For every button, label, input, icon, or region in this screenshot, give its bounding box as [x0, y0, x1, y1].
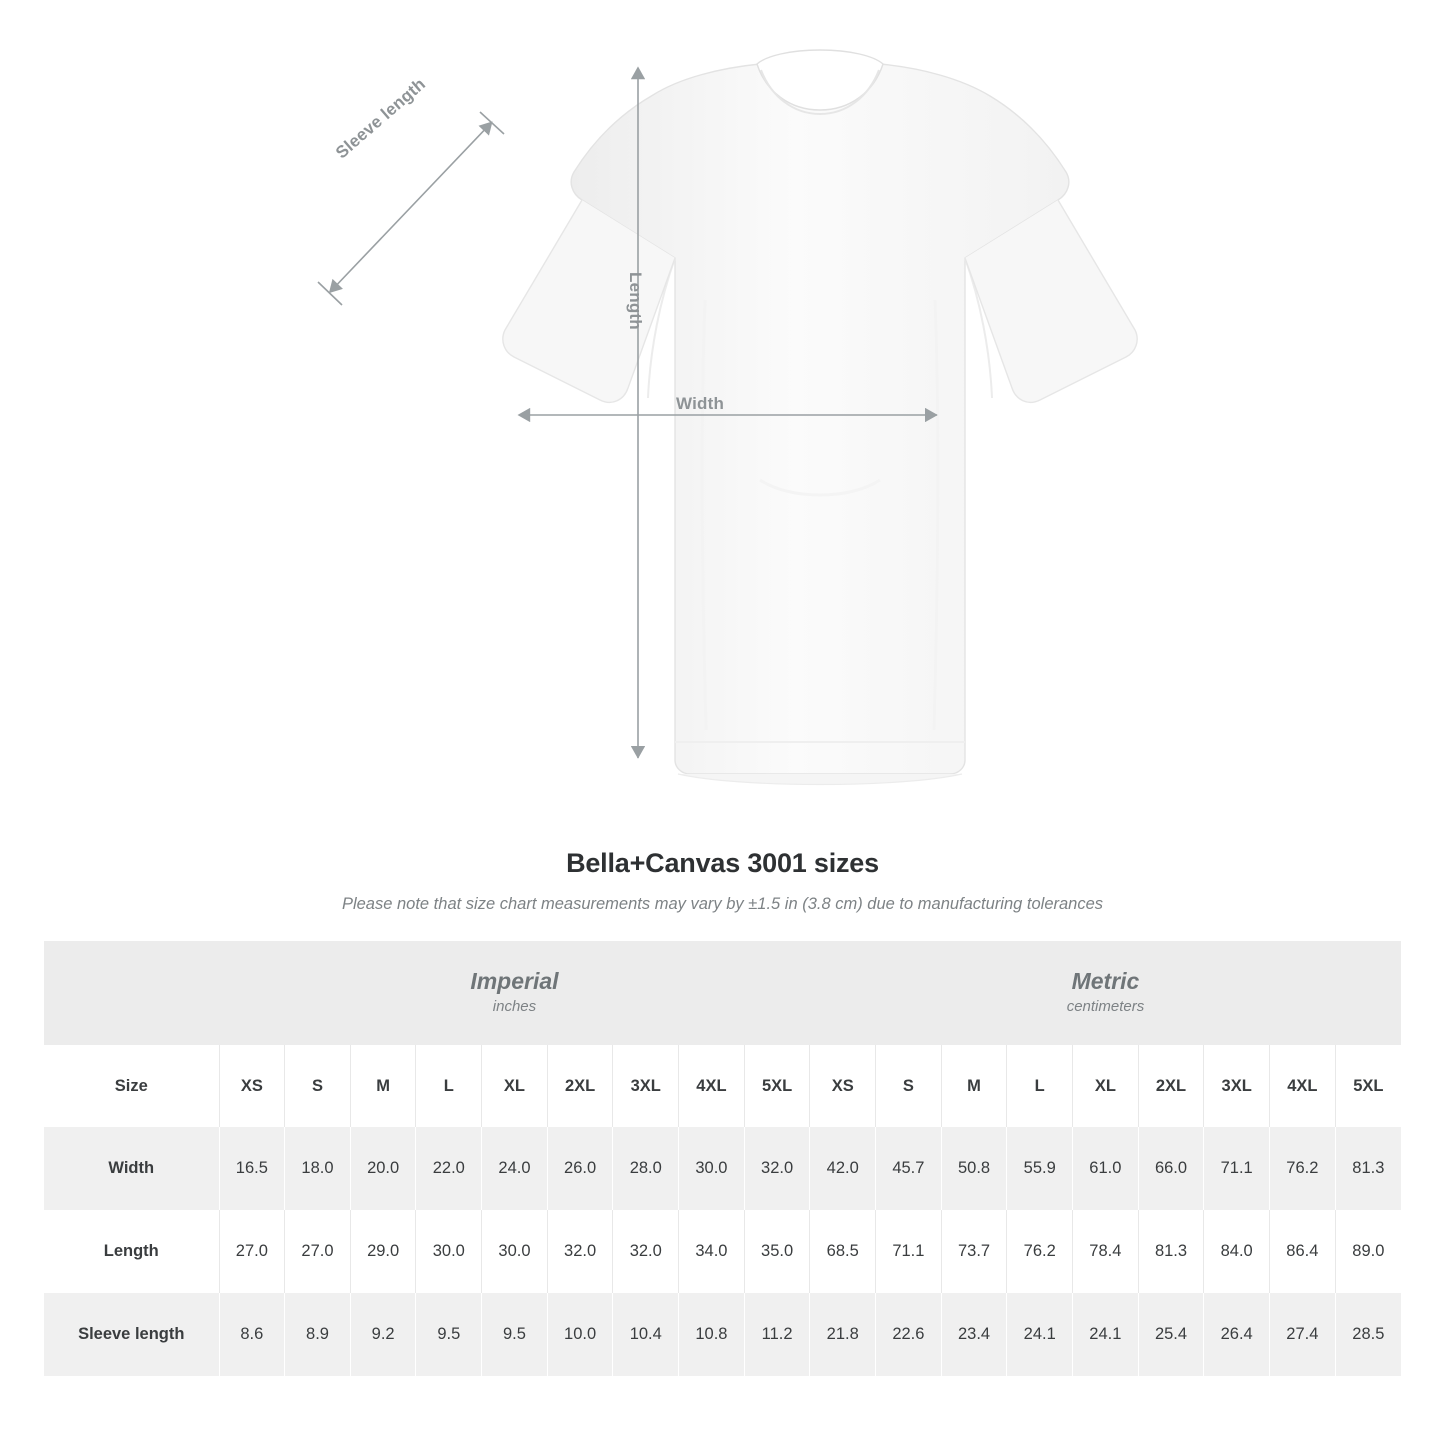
length-label: Length	[626, 272, 645, 330]
size-chart-heading	[0, 848, 1445, 914]
measurement-cell: 61.0	[1073, 1127, 1139, 1210]
tolerance-note: Please note that size chart measurements may vary by ±1.5 in (3.8 cm) due to manufacturing tolerances	[341, 895, 1104, 913]
size-header-cell: 4XL	[1270, 1045, 1336, 1127]
measurement-cell: 18.0	[285, 1127, 351, 1210]
size-header-cell: S	[285, 1045, 351, 1127]
unit-group-name: Metric	[1071, 967, 1140, 994]
measurement-cell: 28.0	[613, 1127, 679, 1210]
measurement-cell: 66.0	[1138, 1127, 1204, 1210]
measurement-cell: 32.0	[744, 1127, 810, 1210]
measurement-cell: 42.0	[810, 1127, 876, 1210]
row-header-size: Size	[44, 1045, 219, 1127]
table-row	[44, 1127, 1401, 1210]
measurement-cell: 8.9	[285, 1293, 351, 1376]
measurement-cell: 27.0	[285, 1210, 351, 1293]
measurement-cell: 71.1	[876, 1210, 942, 1293]
measurement-cell: 27.4	[1270, 1293, 1336, 1376]
measurement-cell: 32.0	[547, 1210, 613, 1293]
size-header-cell: L	[416, 1045, 482, 1127]
measurement-cell: 26.0	[547, 1127, 613, 1210]
measurement-cell: 9.2	[350, 1293, 416, 1376]
table-row	[44, 1210, 1401, 1293]
measurement-cell: 30.0	[679, 1127, 745, 1210]
size-header-cell: M	[941, 1045, 1007, 1127]
size-table	[44, 941, 1401, 1376]
size-header-cell: L	[1007, 1045, 1073, 1127]
row-header-length: Length	[44, 1210, 219, 1293]
measurement-cell: 23.4	[941, 1293, 1007, 1376]
size-header-cell: 5XL	[1335, 1045, 1401, 1127]
size-header-cell: XS	[219, 1045, 285, 1127]
measurement-cell: 68.5	[810, 1210, 876, 1293]
size-header-cell: S	[876, 1045, 942, 1127]
measurement-cell: 9.5	[482, 1293, 548, 1376]
size-header-cell: 4XL	[679, 1045, 745, 1127]
measurement-cell: 22.0	[416, 1127, 482, 1210]
unit-group-sub: centimeters	[1066, 998, 1145, 1016]
measurement-cell: 27.0	[219, 1210, 285, 1293]
measurement-cell: 34.0	[679, 1210, 745, 1293]
measurement-cell: 9.5	[416, 1293, 482, 1376]
measurement-cell: 32.0	[613, 1210, 679, 1293]
measurement-cell: 24.1	[1007, 1293, 1073, 1376]
measurement-cell: 73.7	[941, 1210, 1007, 1293]
measurement-cell: 25.4	[1138, 1293, 1204, 1376]
measurement-cell: 35.0	[744, 1210, 810, 1293]
measurement-cell: 16.5	[219, 1127, 285, 1210]
measurement-cell: 24.0	[482, 1127, 548, 1210]
measurement-cell: 28.5	[1335, 1293, 1401, 1376]
size-header-cell: M	[350, 1045, 416, 1127]
row-header-width: Width	[44, 1127, 219, 1210]
unit-group-metric	[810, 941, 1401, 1045]
measurement-cell: 10.8	[679, 1293, 745, 1376]
size-header-cell: 3XL	[613, 1045, 679, 1127]
measurement-cell: 76.2	[1270, 1127, 1336, 1210]
measurement-cell: 89.0	[1335, 1210, 1401, 1293]
measurement-cell: 71.1	[1204, 1127, 1270, 1210]
measurement-cell: 81.3	[1335, 1127, 1401, 1210]
measurement-cell: 10.4	[613, 1293, 679, 1376]
measurement-cell: 78.4	[1073, 1210, 1139, 1293]
measurement-cell: 30.0	[416, 1210, 482, 1293]
measurement-cell: 22.6	[876, 1293, 942, 1376]
page-title: Bella+Canvas 3001 sizes	[566, 848, 879, 878]
measurement-cell: 81.3	[1138, 1210, 1204, 1293]
unit-group-imperial	[219, 941, 810, 1045]
measurement-cell: 26.4	[1204, 1293, 1270, 1376]
measurement-cell: 55.9	[1007, 1127, 1073, 1210]
size-header-cell: XL	[1073, 1045, 1139, 1127]
measurement-cell: 10.0	[547, 1293, 613, 1376]
size-header-cell: 2XL	[547, 1045, 613, 1127]
measurement-cell: 76.2	[1007, 1210, 1073, 1293]
size-header-cell: 3XL	[1204, 1045, 1270, 1127]
size-header-cell: 5XL	[744, 1045, 810, 1127]
measurement-cell: 50.8	[941, 1127, 1007, 1210]
size-header-cell: 2XL	[1138, 1045, 1204, 1127]
sleeve-length-label: Sleeve length	[332, 74, 430, 163]
unit-group-sub: inches	[492, 998, 537, 1016]
measurement-cell: 86.4	[1270, 1210, 1336, 1293]
measurement-cell: 45.7	[876, 1127, 942, 1210]
measurement-cell: 84.0	[1204, 1210, 1270, 1293]
measurement-cell: 30.0	[482, 1210, 548, 1293]
table-row	[44, 1293, 1401, 1376]
measurement-cell: 20.0	[350, 1127, 416, 1210]
width-label: Width	[676, 394, 725, 413]
unit-group-name: Imperial	[470, 967, 559, 994]
measurement-cell: 8.6	[219, 1293, 285, 1376]
measurement-cell: 29.0	[350, 1210, 416, 1293]
measurement-cell: 24.1	[1073, 1293, 1139, 1376]
size-table-wrapper	[44, 941, 1401, 1376]
measurement-cell: 21.8	[810, 1293, 876, 1376]
unit-band-row	[44, 941, 1401, 1045]
measurement-cell: 11.2	[744, 1293, 810, 1376]
row-header-sleeve-length: Sleeve length	[44, 1293, 219, 1376]
tshirt-body	[503, 50, 1137, 785]
table-row-size-header	[44, 1045, 1401, 1127]
size-header-cell: XS	[810, 1045, 876, 1127]
size-header-cell: XL	[482, 1045, 548, 1127]
unit-band-spacer	[44, 941, 219, 1045]
